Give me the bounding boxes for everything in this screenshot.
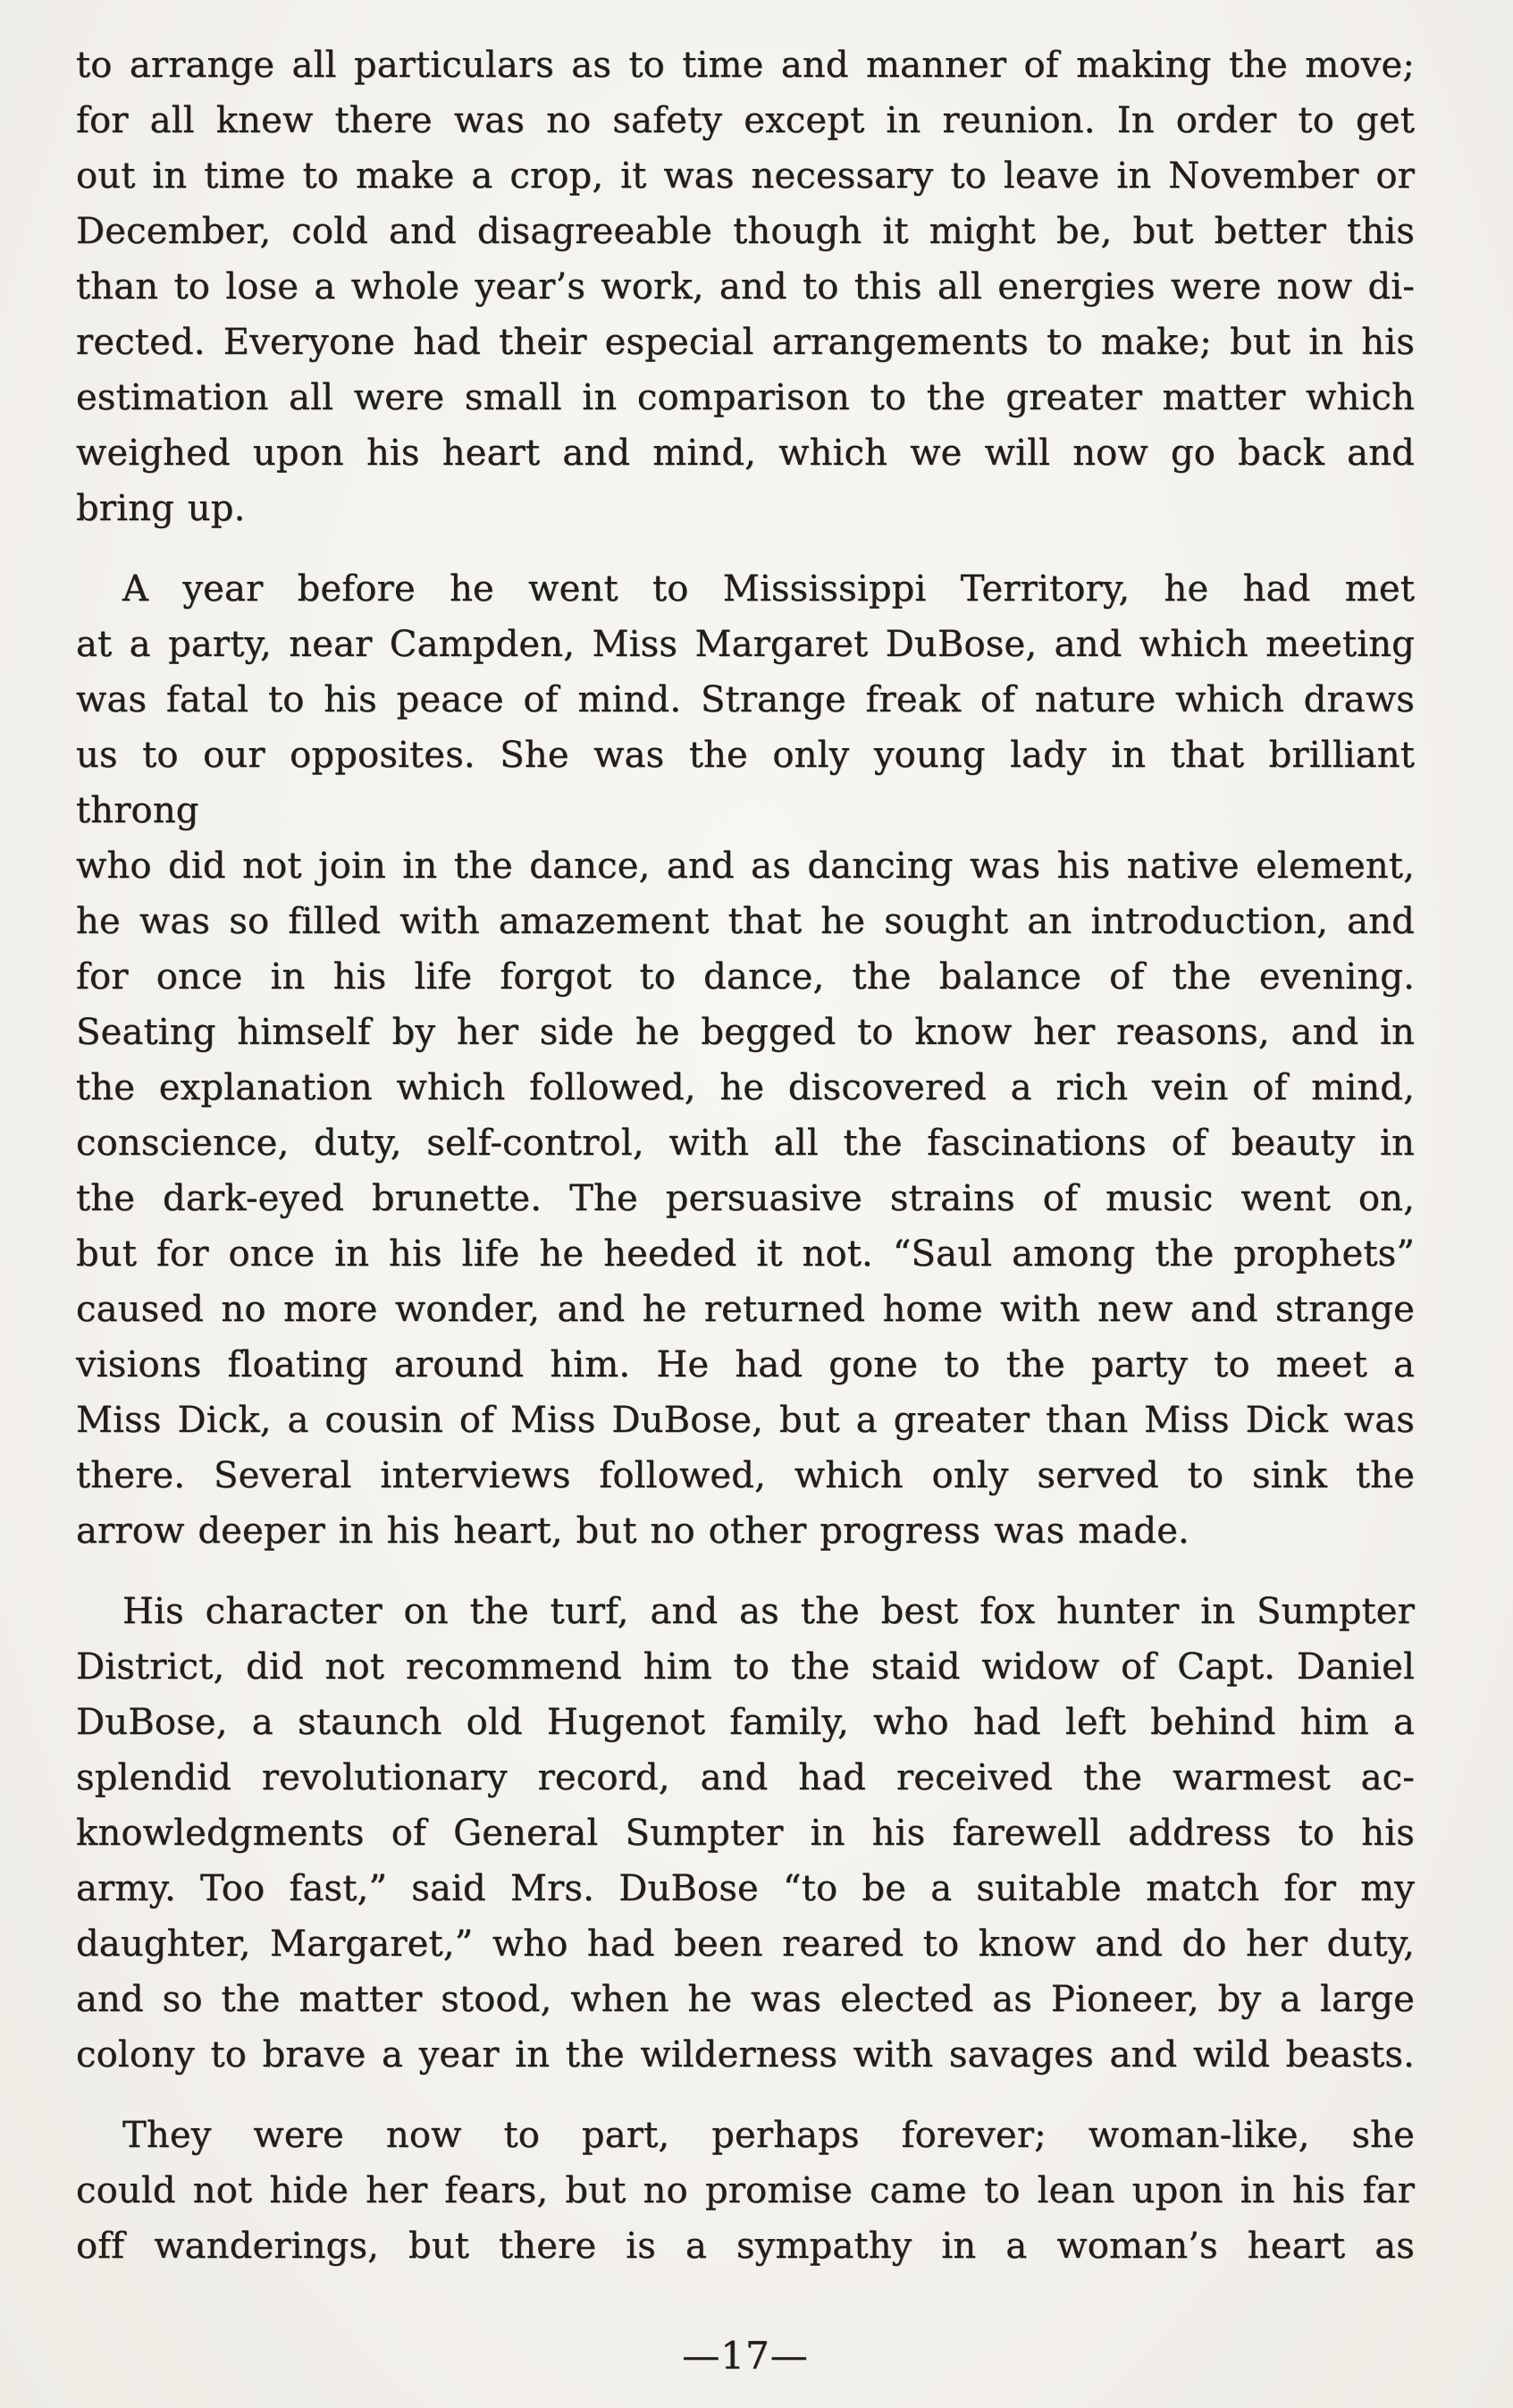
text-line: who did not join in the dance, and as dancing was his native element, bbox=[76, 846, 1415, 887]
paragraph bbox=[76, 1584, 1415, 2083]
text-line: District, did not recommend him to the staid widow of Capt. Daniel bbox=[76, 1646, 1415, 1688]
text-line: was fatal to his peace of mind. Strange freak of nature which draws bbox=[76, 679, 1415, 720]
page-text bbox=[76, 38, 1415, 2274]
paragraph bbox=[76, 2108, 1415, 2274]
text-line: December, cold and disagreeable though it might be, but better this bbox=[76, 211, 1415, 252]
text-line: His character on the turf, and as the best fox hunter in Sumpter bbox=[122, 1591, 1415, 1632]
text-line: out in time to make a crop, it was necessary to leave in November or bbox=[76, 156, 1415, 197]
text-line: for once in his life forgot to dance, the balance of the evening. bbox=[76, 956, 1415, 998]
text-line: to arrange all particulars as to time and manner of making the move; bbox=[76, 45, 1415, 86]
text-line: arrow deeper in his heart, but no other progress was made. bbox=[76, 1511, 1189, 1552]
text-line: could not hide her fears, but no promise came to lean upon in his far bbox=[76, 2170, 1415, 2211]
text-line: splendid revolutionary record, and had received the warmest ac- bbox=[76, 1757, 1415, 1798]
text-line: bring up. bbox=[76, 488, 246, 529]
text-line: the dark-eyed brunette. The persuasive strains of music went on, bbox=[76, 1178, 1415, 1219]
paragraph bbox=[76, 561, 1415, 1559]
text-line: They were now to part, perhaps forever; woman-like, she bbox=[122, 2115, 1415, 2156]
text-line: and so the matter stood, when he was elected as Pioneer, by a large bbox=[76, 1979, 1415, 2020]
text-line: than to lose a whole year’s work, and to this all energies were now di- bbox=[76, 266, 1415, 307]
text-line: estimation all were small in comparison to the greater matter which bbox=[76, 377, 1415, 418]
text-line: conscience, duty, self-control, with all the fascinations of beauty in bbox=[76, 1123, 1415, 1164]
text-line: there. Several interviews followed, which only served to sink the bbox=[76, 1455, 1415, 1496]
page-number: —17— bbox=[682, 2334, 809, 2378]
text-line: us to our opposites. She was the only young lady in that brilliant throng bbox=[76, 735, 1415, 831]
text-line: rected. Everyone had their especial arrangements to make; but in his bbox=[76, 322, 1415, 363]
text-line: the explanation which followed, he discovered a rich vein of mind, bbox=[76, 1067, 1415, 1108]
text-line: weighed upon his heart and mind, which we will now go back and bbox=[76, 433, 1415, 474]
text-line: visions floating around him. He had gone to the party to meet a bbox=[76, 1344, 1415, 1385]
text-line: for all knew there was no safety except in reunion. In order to get bbox=[76, 100, 1415, 141]
paragraph bbox=[76, 38, 1415, 536]
text-line: knowledgments of General Sumpter in his farewell address to his bbox=[76, 1813, 1415, 1854]
text-line: DuBose, a staunch old Hugenot family, who had left behind him a bbox=[76, 1702, 1415, 1743]
text-line: colony to brave a year in the wilderness with savages and wild beasts. bbox=[76, 2034, 1415, 2075]
text-line: Seating himself by her side he begged to know her reasons, and in bbox=[76, 1012, 1415, 1053]
text-line: army. Too fast,” said Mrs. DuBose “to be a suitable match for my bbox=[76, 1868, 1415, 1909]
text-line: at a party, near Campden, Miss Margaret DuBose, and which meeting bbox=[76, 624, 1415, 665]
text-line: caused no more wonder, and he returned home with new and strange bbox=[76, 1289, 1415, 1330]
text-line: but for once in his life he heeded it not. “Saul among the prophets” bbox=[76, 1233, 1415, 1275]
text-line: A year before he went to Mississippi Territory, he had met bbox=[122, 568, 1415, 610]
text-line: he was so filled with amazement that he sought an introduction, and bbox=[76, 901, 1415, 942]
text-line: off wanderings, but there is a sympathy in a woman’s heart as bbox=[76, 2226, 1415, 2267]
text-line: Miss Dick, a cousin of Miss DuBose, but a greater than Miss Dick was bbox=[76, 1400, 1415, 1441]
text-line: daughter, Margaret,” who had been reared to know and do her duty, bbox=[76, 1924, 1415, 1965]
